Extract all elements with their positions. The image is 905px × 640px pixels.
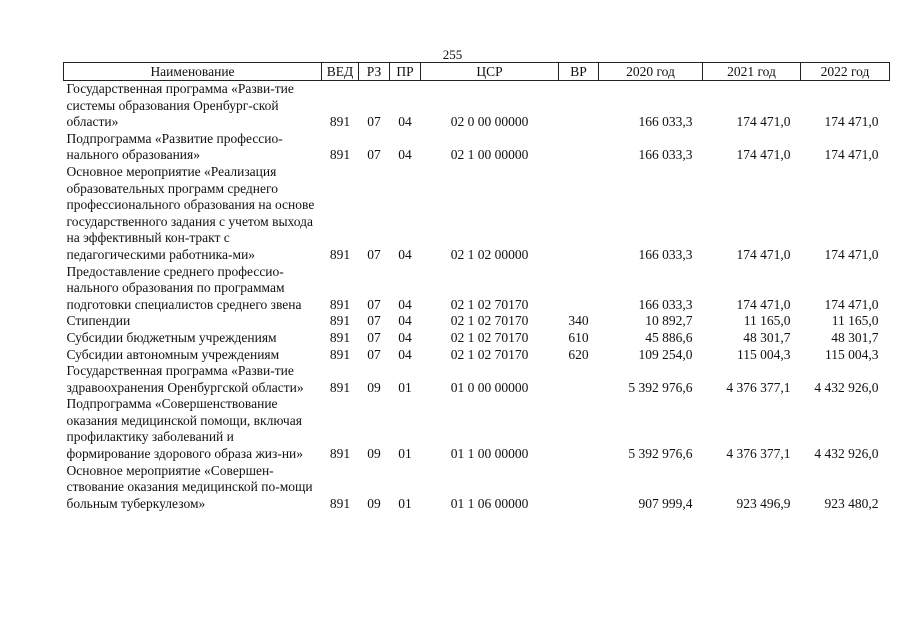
cell-2020: 166 033,3 (638, 114, 693, 130)
col-header-rz: РЗ (359, 63, 390, 81)
cell-csr: 02 1 02 70170 (450, 329, 529, 345)
cell-2021: 174 471,0 (736, 114, 791, 130)
cell-name: Субсидии бюджетным учреждениям (66, 329, 277, 345)
cell-2021: 923 496,9 (736, 495, 791, 511)
col-header-name: Наименование (64, 63, 322, 81)
table-row (64, 396, 890, 462)
cell-csr: 02 1 02 70170 (450, 313, 529, 329)
cell-rz: 09 (367, 495, 381, 511)
cell-2021: 115 004,3 (737, 346, 791, 362)
cell-rz: 07 (367, 329, 381, 345)
cell-rz: 07 (367, 346, 381, 362)
cell-2020: 5 392 976,6 (628, 446, 693, 462)
cell-ved: 891 (329, 114, 351, 130)
cell-rz: 07 (367, 114, 381, 130)
cell-2021: 174 471,0 (736, 246, 791, 262)
cell-2020: 166 033,3 (638, 246, 693, 262)
cell-vr (559, 164, 599, 264)
cell-csr: 01 1 00 00000 (450, 446, 529, 462)
table-body (64, 81, 890, 513)
cell-2020: 5 392 976,6 (628, 379, 693, 395)
cell-vr (559, 81, 599, 131)
cell-pr: 04 (398, 313, 412, 329)
cell-name: Подпрограмма «Развитие профессио-нального образования» (66, 130, 283, 163)
cell-2021: 4 376 377,1 (726, 379, 791, 395)
cell-vr (559, 363, 599, 396)
cell-pr: 04 (398, 296, 412, 312)
cell-name: Стипендии (66, 313, 131, 329)
cell-pr: 04 (398, 246, 412, 262)
cell-ved: 891 (329, 379, 351, 395)
table-row (64, 81, 890, 131)
cell-2022: 11 165,0 (831, 313, 879, 329)
cell-2021: 174 471,0 (736, 296, 791, 312)
cell-csr: 02 1 00 00000 (450, 147, 529, 163)
cell-2020: 907 999,4 (638, 495, 693, 511)
cell-csr: 02 1 02 70170 (450, 346, 529, 362)
table-row (64, 347, 890, 364)
cell-name: Основное мероприятие «Реализация образовательных программ среднего профессионального образования на основе государственного задания с учетом выхода на эффективный кон-тракт с педагогическими работника-ми» (66, 163, 315, 262)
cell-2020: 45 886,6 (645, 329, 693, 345)
cell-ved: 891 (329, 147, 351, 163)
cell-vr: 620 (568, 346, 589, 362)
budget-table (63, 62, 890, 512)
cell-vr: 340 (568, 313, 589, 329)
col-header-2022: 2022 год (801, 63, 890, 81)
cell-2020: 166 033,3 (638, 296, 693, 312)
cell-2021: 4 376 377,1 (726, 446, 791, 462)
cell-ved: 891 (329, 446, 351, 462)
table-row (64, 164, 890, 264)
cell-2022: 115 004,3 (825, 346, 879, 362)
cell-csr: 02 1 02 00000 (450, 246, 529, 262)
cell-2022: 4 432 926,0 (814, 446, 879, 462)
table-row (64, 463, 890, 513)
cell-vr (559, 463, 599, 513)
col-header-2021: 2021 год (703, 63, 801, 81)
table-row (64, 363, 890, 396)
cell-ved: 891 (329, 346, 351, 362)
cell-rz: 07 (367, 246, 381, 262)
cell-vr (559, 131, 599, 164)
cell-2022: 923 480,2 (824, 495, 879, 511)
cell-2020: 10 892,7 (645, 313, 693, 329)
table-row (64, 264, 890, 314)
cell-ved: 891 (329, 246, 351, 262)
cell-rz: 09 (367, 379, 381, 395)
table-row (64, 131, 890, 164)
cell-name: Государственная программа «Разви-тие системы образования Оренбург-ской области» (66, 81, 294, 130)
cell-2021: 11 165,0 (743, 313, 791, 329)
cell-2020: 166 033,3 (638, 147, 693, 163)
col-header-ved: ВЕД (322, 63, 359, 81)
cell-pr: 04 (398, 329, 412, 345)
cell-name: Предоставление среднего профессио-нального образования по программам подготовки специалистов среднего звена (66, 263, 302, 312)
table-header (64, 63, 890, 81)
cell-pr: 01 (398, 379, 412, 395)
cell-csr: 01 1 06 00000 (450, 495, 529, 511)
table-row (64, 330, 890, 347)
cell-ved: 891 (329, 313, 351, 329)
cell-2020: 109 254,0 (638, 346, 693, 362)
cell-ved: 891 (329, 296, 351, 312)
cell-vr (559, 396, 599, 462)
cell-name: Государственная программа «Разви-тие здравоохранения Оренбургской области» (66, 363, 304, 395)
cell-rz: 07 (367, 313, 381, 329)
cell-ved: 891 (329, 329, 351, 345)
cell-2022: 4 432 926,0 (814, 379, 879, 395)
col-header-pr: ПР (390, 63, 421, 81)
cell-2021: 48 301,7 (743, 329, 791, 345)
cell-2022: 174 471,0 (824, 246, 879, 262)
cell-vr (559, 264, 599, 314)
cell-name: Субсидии автономным учреждениям (66, 346, 280, 362)
cell-name: Основное мероприятие «Совершен-ствование оказания медицинской по-мощи больным туберкулезом» (66, 462, 313, 511)
header-row (64, 63, 890, 81)
cell-name: Подпрограмма «Совершенствование оказания медицинской помощи, включая профилактику заболеваний и формирование здорового образа жиз-ни» (66, 396, 304, 462)
cell-pr: 04 (398, 114, 412, 130)
cell-2021: 174 471,0 (736, 147, 791, 163)
cell-2022: 174 471,0 (824, 114, 879, 130)
cell-pr: 04 (398, 147, 412, 163)
cell-rz: 07 (367, 296, 381, 312)
cell-pr: 01 (398, 495, 412, 511)
cell-pr: 04 (398, 346, 412, 362)
page-number: 255 (442, 47, 463, 62)
cell-rz: 07 (367, 147, 381, 163)
cell-vr: 610 (568, 329, 589, 345)
col-header-vr: ВР (559, 63, 599, 81)
cell-2022: 174 471,0 (824, 147, 879, 163)
cell-rz: 09 (367, 446, 381, 462)
col-header-2020: 2020 год (599, 63, 703, 81)
cell-2022: 48 301,7 (831, 329, 879, 345)
cell-pr: 01 (398, 446, 412, 462)
cell-csr: 02 1 02 70170 (450, 296, 529, 312)
cell-csr: 02 0 00 00000 (450, 114, 529, 130)
cell-ved: 891 (329, 495, 351, 511)
col-header-csr: ЦСР (421, 63, 559, 81)
cell-csr: 01 0 00 00000 (450, 379, 529, 395)
cell-2022: 174 471,0 (824, 296, 879, 312)
table-row (64, 313, 890, 330)
